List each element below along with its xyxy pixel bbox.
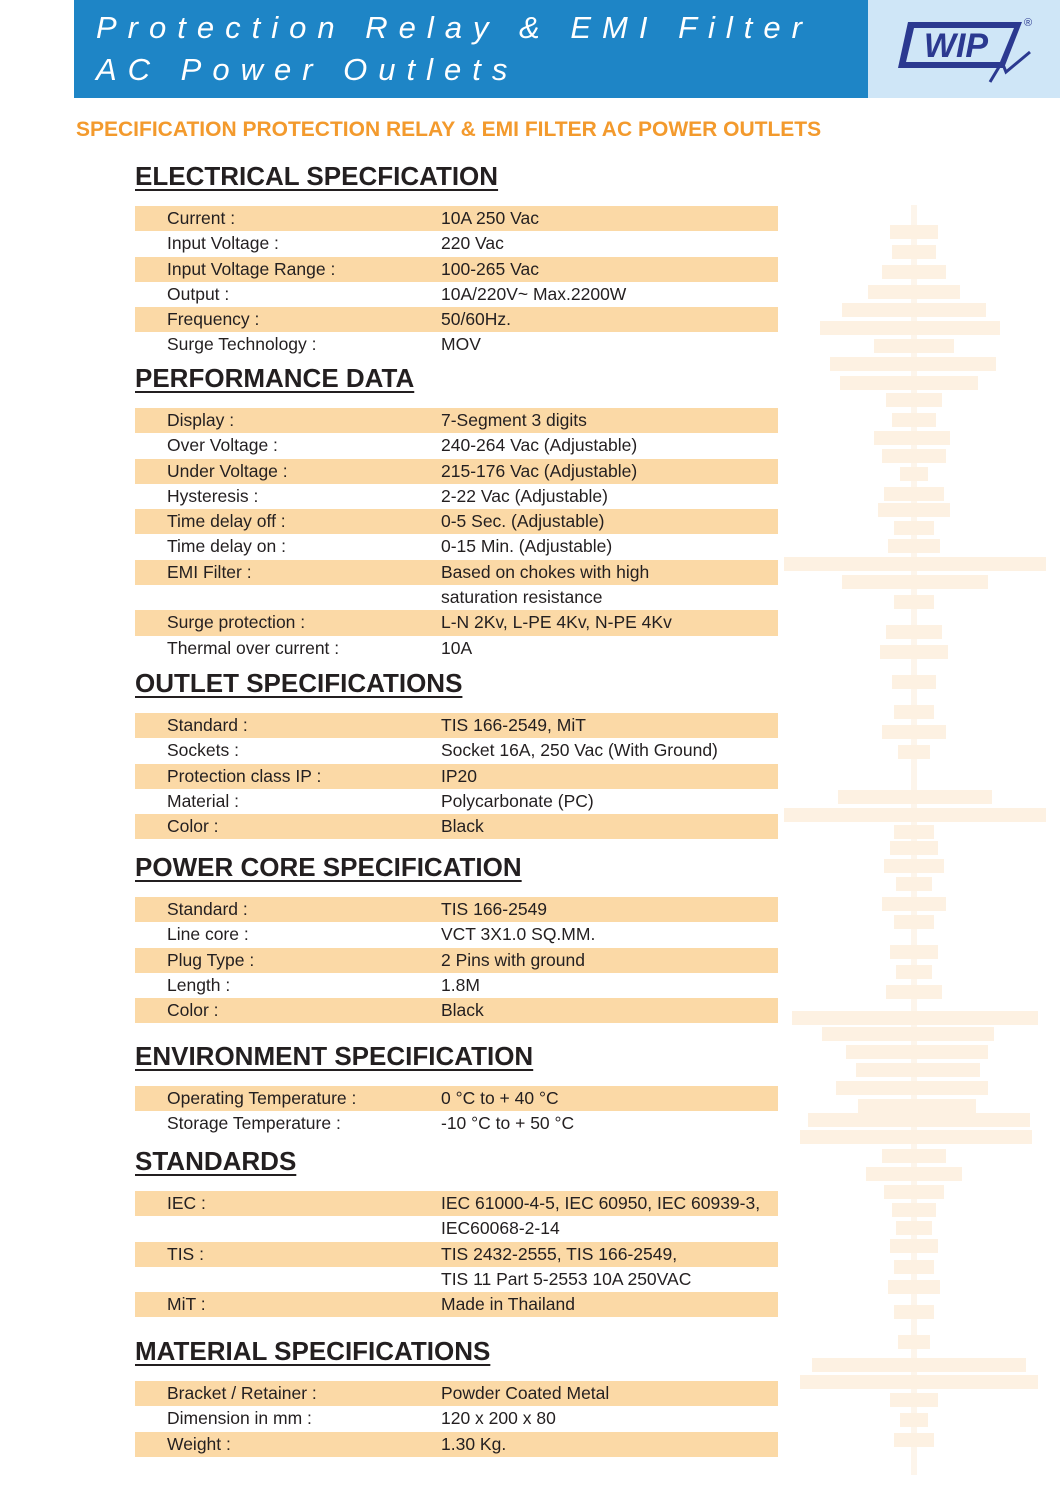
spec-label: Color : xyxy=(167,1000,219,1021)
spec-label: Operating Temperature : xyxy=(167,1088,357,1108)
spec-table xyxy=(135,713,780,839)
table-row xyxy=(135,1292,778,1317)
spec-label: Standard : xyxy=(167,899,248,919)
spec-label: Input Voltage : xyxy=(167,233,279,254)
spec-label: Length : xyxy=(167,974,231,995)
table-row xyxy=(135,231,778,256)
spec-value: 0-15 Min. (Adjustable) xyxy=(441,536,613,557)
spec-table xyxy=(135,206,780,358)
spec-label: Line core : xyxy=(167,924,249,945)
table-row xyxy=(135,973,778,998)
spec-value: saturation resistance xyxy=(441,587,603,608)
logo-text: WIP xyxy=(923,27,989,65)
spec-label: Bracket / Retainer : xyxy=(167,1383,317,1403)
table-row xyxy=(135,534,778,559)
spec-value: 7-Segment 3 digits xyxy=(441,410,587,430)
spec-value: 50/60Hz. xyxy=(441,309,512,330)
spec-value: 240-264 Vac (Adjustable) xyxy=(441,435,638,456)
spec-value: L-N 2Kv, L-PE 4Kv, N-PE 4Kv xyxy=(441,612,672,633)
table-row xyxy=(135,1381,778,1406)
spec-value: 100-265 Vac xyxy=(441,258,539,279)
table-row xyxy=(135,1267,778,1292)
spec-value: 0-5 Sec. (Adjustable) xyxy=(441,511,605,532)
spec-section xyxy=(135,851,780,1021)
spec-value: 10A/220V~ Max.2200W xyxy=(441,283,627,304)
table-row xyxy=(135,1406,778,1431)
spec-label: Time delay off : xyxy=(167,511,286,532)
spec-label: Time delay on : xyxy=(167,536,286,557)
spec-value: 0 °C to + 40 °C xyxy=(441,1088,559,1108)
spec-value: 10A xyxy=(441,637,473,658)
spec-value: 1.30 Kg. xyxy=(441,1433,507,1454)
section-title: MATERIAL SPECIFICATIONS xyxy=(135,1336,491,1366)
spec-value: Black xyxy=(441,1000,484,1021)
table-row xyxy=(135,560,778,585)
spec-label: Output : xyxy=(167,283,230,304)
spec-value: Black xyxy=(441,816,484,837)
table-row xyxy=(135,459,778,484)
spec-table xyxy=(135,408,780,661)
spec-section xyxy=(135,160,780,355)
header-banner xyxy=(74,0,868,98)
spec-value: Based on chokes with high xyxy=(441,561,650,582)
spec-value: 2 Pins with ground xyxy=(441,949,585,970)
spec-section xyxy=(135,1040,780,1134)
table-row xyxy=(135,585,778,610)
spec-section xyxy=(135,667,780,837)
spec-section xyxy=(135,1145,780,1315)
spec-value: -10 °C to + 50 °C xyxy=(441,1113,575,1134)
spec-label: TIS : xyxy=(167,1243,204,1264)
logo-box xyxy=(868,0,1060,98)
spec-section xyxy=(135,1335,780,1454)
spec-label: Frequency : xyxy=(167,309,260,330)
spec-value: 2-22 Vac (Adjustable) xyxy=(441,485,608,506)
table-row xyxy=(135,713,778,738)
spec-value: Polycarbonate (PC) xyxy=(441,790,594,811)
section-title: ENVIRONMENT SPECIFICATION xyxy=(135,1041,534,1071)
spec-value: TIS 2432-2555, TIS 166-2549, xyxy=(441,1243,678,1264)
table-row xyxy=(135,1191,778,1216)
spec-label: Display : xyxy=(167,410,235,430)
spec-label: IEC : xyxy=(167,1193,206,1213)
table-row xyxy=(135,789,778,814)
spec-value: 220 Vac xyxy=(441,233,504,254)
table-row xyxy=(135,1216,778,1241)
table-row xyxy=(135,738,778,763)
spec-table xyxy=(135,1086,780,1137)
section-title: STANDARDS xyxy=(135,1146,297,1176)
spec-label: Standard : xyxy=(167,715,248,735)
section-title: OUTLET SPECIFICATIONS xyxy=(135,668,463,698)
table-row xyxy=(135,610,778,635)
spec-value: IEC60068-2-14 xyxy=(441,1218,560,1239)
spec-label: Current : xyxy=(167,208,236,228)
spec-value: Powder Coated Metal xyxy=(441,1383,610,1403)
spec-table xyxy=(135,897,780,1023)
spec-label: Storage Temperature : xyxy=(167,1113,341,1134)
spec-label: Surge protection : xyxy=(167,612,306,633)
table-row xyxy=(135,332,778,357)
table-row xyxy=(135,998,778,1023)
spec-label: Dimension in mm : xyxy=(167,1408,312,1429)
spec-value: 120 x 200 x 80 xyxy=(441,1408,556,1429)
table-row xyxy=(135,1242,778,1267)
table-row xyxy=(135,433,778,458)
spec-value: TIS 166-2549, MiT xyxy=(441,715,586,735)
spec-label: Hysteresis : xyxy=(167,485,259,506)
spec-label: Over Voltage : xyxy=(167,435,278,456)
table-row xyxy=(135,814,778,839)
table-row xyxy=(135,282,778,307)
spec-value: MOV xyxy=(441,334,481,355)
registered-mark: ® xyxy=(1024,17,1033,29)
spec-value: TIS 166-2549 xyxy=(441,899,548,919)
table-row xyxy=(135,922,778,947)
section-title: PERFORMANCE DATA xyxy=(135,363,415,393)
spec-value: IEC 61000-4-5, IEC 60950, IEC 60939-3, xyxy=(441,1193,761,1213)
table-row xyxy=(135,1086,778,1111)
spec-table xyxy=(135,1191,780,1317)
spec-value: TIS 11 Part 5-2553 10A 250VAC xyxy=(441,1268,692,1289)
table-row xyxy=(135,897,778,922)
table-row xyxy=(135,764,778,789)
spec-label: EMI Filter : xyxy=(167,561,252,582)
page-subtitle: SPECIFICATION PROTECTION RELAY & EMI FILTER AC POWER OUTLETS xyxy=(76,118,822,141)
spec-value: 10A 250 Vac xyxy=(441,208,539,228)
page-title-line-2: AC Power Outlets xyxy=(96,52,519,87)
table-row xyxy=(135,307,778,332)
spec-label: Under Voltage : xyxy=(167,460,288,481)
table-row xyxy=(135,948,778,973)
table-row xyxy=(135,206,778,231)
spec-value: 1.8M xyxy=(441,974,480,995)
spec-value: 215-176 Vac (Adjustable) xyxy=(441,460,638,481)
section-title: ELECTRICAL SPECFICATION xyxy=(135,161,499,191)
spec-value: VCT 3X1.0 SQ.MM. xyxy=(441,924,596,945)
spec-value: IP20 xyxy=(441,765,477,786)
decorative-background-pattern xyxy=(782,205,1060,1475)
spec-label: Protection class IP : xyxy=(167,765,322,786)
wip-logo-icon xyxy=(894,12,1034,88)
spec-label: Surge Technology : xyxy=(167,334,317,355)
page-title-line-1: Protection Relay & EMI Filter xyxy=(96,10,813,45)
spec-label: Weight : xyxy=(167,1433,231,1454)
spec-label: Material : xyxy=(167,790,239,811)
spec-label: Sockets : xyxy=(167,740,239,761)
spec-section xyxy=(135,362,780,658)
table-row xyxy=(135,636,778,661)
table-row xyxy=(135,257,778,282)
table-row xyxy=(135,1432,778,1457)
spec-label: Plug Type : xyxy=(167,949,255,970)
spec-value: Socket 16A, 250 Vac (With Ground) xyxy=(441,740,718,761)
spec-label: Input Voltage Range : xyxy=(167,258,336,279)
spec-label: Color : xyxy=(167,816,219,837)
spec-label: MiT : xyxy=(167,1294,206,1315)
spec-table xyxy=(135,1381,780,1457)
section-title: POWER CORE SPECIFICATION xyxy=(135,852,522,882)
table-row xyxy=(135,509,778,534)
spec-value: Made in Thailand xyxy=(441,1294,575,1315)
table-row xyxy=(135,484,778,509)
table-row xyxy=(135,408,778,433)
table-row xyxy=(135,1111,778,1136)
spec-label: Thermal over current : xyxy=(167,637,340,658)
